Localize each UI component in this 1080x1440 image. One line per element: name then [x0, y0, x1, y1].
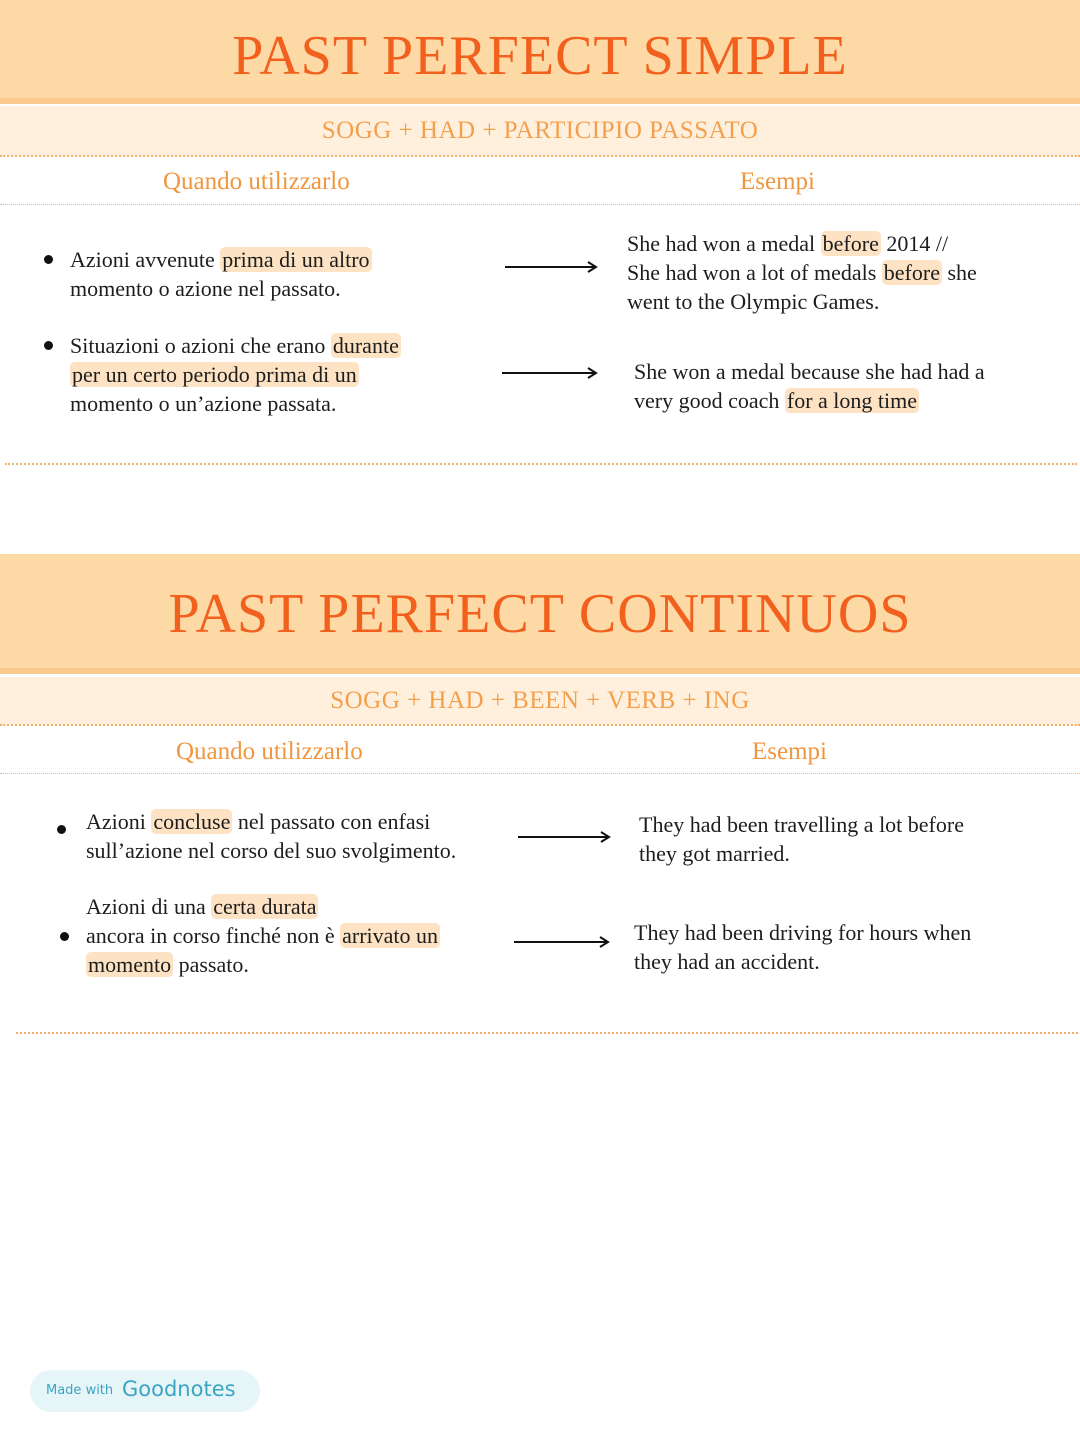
simple-col-left-header: Quando utilizzarlo — [163, 168, 350, 195]
continuous-col-left-header: Quando utilizzarlo — [176, 738, 363, 765]
text: Azioni avvenute — [70, 247, 221, 272]
divider — [5, 463, 1077, 465]
highlight: per un certo periodo prima di un — [72, 362, 357, 387]
highlight: for a long time — [786, 388, 918, 413]
simple-use-1 — [70, 245, 372, 303]
goodnotes-badge[interactable] — [30, 1370, 260, 1412]
text: went to the Olympic Games. — [627, 289, 880, 314]
highlight: concluse — [153, 809, 231, 834]
arrow-right-icon — [514, 934, 612, 950]
divider — [16, 1032, 1078, 1034]
text: Azioni — [86, 809, 152, 834]
bullet-icon — [44, 255, 53, 264]
text: She had won a medal — [627, 231, 821, 256]
divider — [0, 773, 1080, 774]
text: she — [941, 260, 977, 285]
text: ancora in corso finché non è — [86, 923, 341, 948]
text: They had been driving for hours when — [634, 920, 972, 945]
text: nel passato con enfasi — [232, 809, 431, 834]
highlight: durante — [332, 333, 399, 358]
goodnotes-logo: Goodnotes — [122, 1377, 236, 1401]
arrow-right-icon — [505, 259, 600, 275]
text: They had been travelling a lot before — [639, 812, 964, 837]
continuous-formula: SOGG + HAD + BEEN + VERB + ING — [330, 687, 750, 714]
continuous-title: PAST PERFECT CONTINUOS — [168, 583, 912, 645]
simple-example-2 — [634, 357, 985, 415]
highlight: momento — [88, 952, 172, 977]
simple-formula: SOGG + HAD + PARTICIPIO PASSATO — [321, 117, 759, 144]
continuous-title-band — [0, 554, 1080, 674]
divider — [0, 155, 1080, 157]
continuous-example-1 — [639, 810, 964, 868]
simple-title-band — [0, 0, 1080, 104]
continuous-example-2 — [634, 918, 971, 976]
text: momento o azione nel passato. — [70, 276, 341, 301]
continuous-use-1 — [86, 807, 456, 865]
text: they had an accident. — [634, 949, 820, 974]
text: passato. — [173, 952, 249, 977]
text: Situazioni o azioni che erano — [70, 333, 331, 358]
highlight: arrivato un — [342, 923, 439, 948]
simple-formula-band — [0, 106, 1080, 156]
simple-title: PAST PERFECT SIMPLE — [232, 25, 848, 87]
simple-col-right-header: Esempi — [740, 168, 815, 195]
highlight: before — [883, 260, 940, 285]
made-with-label: Made with — [46, 1383, 114, 1398]
divider — [0, 204, 1080, 205]
text: She won a medal because she had had a — [634, 359, 985, 384]
bullet-icon — [60, 932, 69, 941]
text: 2014 // — [880, 231, 949, 256]
text: very good coach — [634, 388, 785, 413]
text: they got married. — [639, 841, 790, 866]
text: sull’azione nel corso del suo svolgimento. — [86, 838, 457, 863]
continuous-formula-band — [0, 677, 1080, 725]
simple-example-1 — [627, 229, 977, 316]
text: She had won a lot of medals — [627, 260, 882, 285]
simple-use-2 — [70, 331, 401, 418]
bullet-icon — [44, 341, 53, 350]
continuous-col-right-header: Esempi — [752, 738, 827, 765]
arrow-right-icon — [502, 365, 600, 381]
arrow-right-icon — [518, 829, 613, 845]
divider — [0, 724, 1080, 726]
text: Azioni di una — [86, 894, 212, 919]
highlight: prima di un altro — [222, 247, 370, 272]
highlight: before — [822, 231, 879, 256]
continuous-use-2 — [86, 892, 440, 979]
highlight: certa durata — [213, 894, 317, 919]
bullet-icon — [57, 825, 66, 834]
text: momento o un’azione passata. — [70, 391, 337, 416]
